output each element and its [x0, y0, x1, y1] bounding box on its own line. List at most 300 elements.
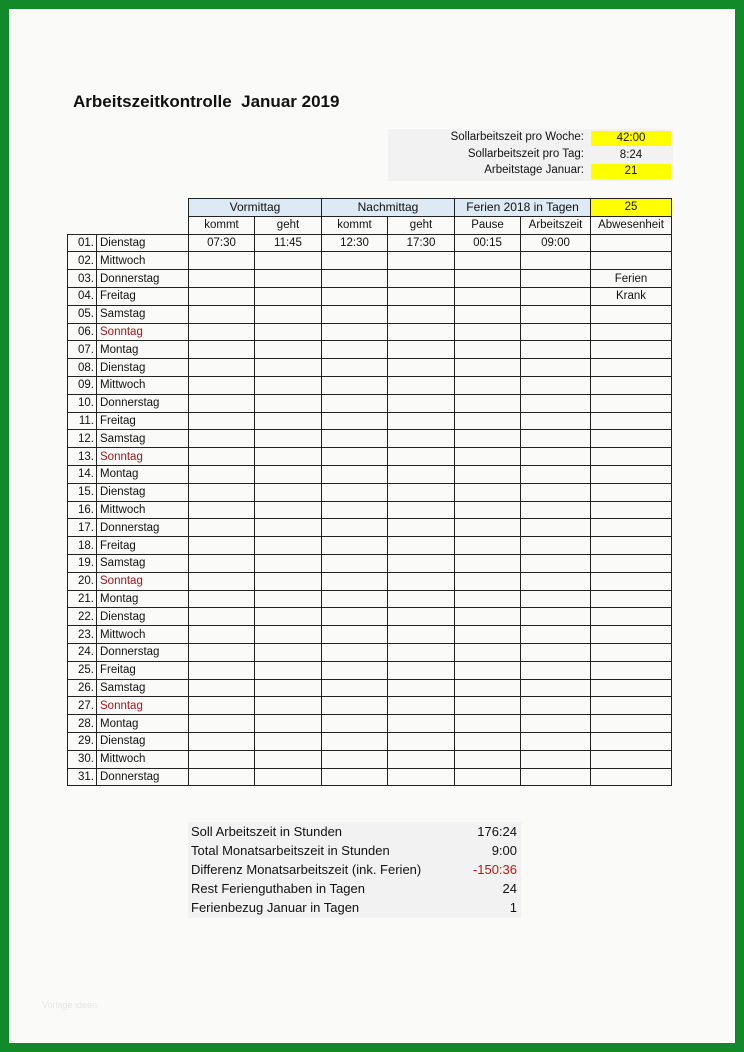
cell-arbeitszeit — [521, 270, 591, 288]
cell-nm-geht[interactable] — [388, 537, 455, 555]
cell-vm-geht[interactable] — [255, 465, 322, 483]
cell-nm-geht[interactable] — [388, 430, 455, 448]
row-day: Dienstag — [97, 732, 189, 750]
table-row — [68, 537, 672, 555]
cell-nm-geht[interactable] — [388, 394, 455, 412]
cell-nm-kommt[interactable] — [322, 715, 388, 733]
sollarbeitszeit-woche-label: Sollarbeitszeit pro Woche: — [450, 131, 584, 143]
cell-vm-kommt[interactable] — [189, 715, 255, 733]
cell-pause[interactable] — [455, 430, 521, 448]
table-row — [68, 252, 672, 270]
summary-value: 24 — [502, 881, 517, 896]
cell-nm-geht[interactable] — [388, 626, 455, 644]
sollarbeitszeit-tag-label: Sollarbeitszeit pro Tag: — [467, 148, 584, 160]
cell-nm-kommt[interactable] — [322, 465, 388, 483]
cell-nm-kommt[interactable] — [322, 661, 388, 679]
row-day: Mittwoch — [97, 252, 189, 270]
cell-abwesenheit[interactable] — [591, 626, 672, 644]
table-row — [68, 270, 672, 288]
cell-arbeitszeit — [521, 341, 591, 359]
cell-vm-geht[interactable] — [255, 626, 322, 644]
cell-vm-kommt[interactable] — [189, 608, 255, 626]
summary-row — [191, 841, 517, 860]
cell-vm-kommt[interactable] — [189, 359, 255, 377]
cell-nm-kommt[interactable] — [322, 412, 388, 430]
cell-vm-geht[interactable] — [255, 359, 322, 377]
cell-nm-kommt[interactable] — [322, 626, 388, 644]
cell-vm-kommt[interactable] — [189, 483, 255, 501]
table-row — [68, 572, 672, 590]
corner-blank — [97, 216, 189, 234]
table-row — [68, 750, 672, 768]
summary-box — [188, 822, 521, 918]
sollarbeitszeit-tag-value: 8:24 — [619, 149, 643, 161]
cell-pause[interactable] — [455, 394, 521, 412]
cell-vm-geht[interactable] — [255, 661, 322, 679]
cell-nm-kommt[interactable] — [322, 448, 388, 466]
row-number: 14. — [68, 465, 97, 483]
cell-vm-kommt[interactable] — [189, 252, 255, 270]
cell-abwesenheit[interactable] — [591, 483, 672, 501]
header-arbeitszeit: Arbeitszeit — [521, 216, 591, 234]
cell-pause[interactable] — [455, 341, 521, 359]
cell-pause[interactable] — [455, 679, 521, 697]
cell-arbeitszeit — [521, 252, 591, 270]
cell-vm-kommt[interactable] — [189, 305, 255, 323]
cell-vm-kommt[interactable] — [189, 626, 255, 644]
cell-pause[interactable] — [455, 697, 521, 715]
cell-nm-kommt[interactable] — [322, 732, 388, 750]
cell-nm-kommt[interactable] — [322, 483, 388, 501]
header-ferien-label: Ferien 2018 in Tagen — [455, 199, 591, 217]
table-row — [68, 554, 672, 572]
cell-pause[interactable] — [455, 715, 521, 733]
cell-nm-kommt[interactable] — [322, 323, 388, 341]
cell-abwesenheit[interactable] — [591, 697, 672, 715]
cell-abwesenheit[interactable] — [591, 750, 672, 768]
cell-nm-geht[interactable] — [388, 732, 455, 750]
cell-abwesenheit[interactable] — [591, 305, 672, 323]
cell-nm-kommt[interactable]: 12:30 — [322, 234, 388, 252]
cell-pause[interactable] — [455, 465, 521, 483]
cell-nm-kommt[interactable] — [322, 643, 388, 661]
cell-vm-geht[interactable]: 11:45 — [255, 234, 322, 252]
cell-abwesenheit[interactable] — [591, 732, 672, 750]
row-number: 29. — [68, 732, 97, 750]
table-row — [68, 501, 672, 519]
page-title: Arbeitszeitkontrolle Januar 2019 — [73, 92, 340, 111]
cell-nm-geht[interactable] — [388, 768, 455, 786]
cell-vm-geht[interactable] — [255, 341, 322, 359]
cell-pause[interactable] — [455, 768, 521, 786]
row-day: Dienstag — [97, 608, 189, 626]
cell-pause[interactable] — [455, 661, 521, 679]
cell-nm-geht[interactable] — [388, 305, 455, 323]
cell-nm-geht[interactable] — [388, 519, 455, 537]
cell-pause[interactable] — [455, 252, 521, 270]
cell-nm-geht[interactable] — [388, 501, 455, 519]
summary-value: -150:36 — [472, 862, 517, 877]
cell-pause[interactable] — [455, 626, 521, 644]
cell-abwesenheit[interactable] — [591, 537, 672, 555]
cell-vm-geht[interactable] — [255, 768, 322, 786]
cell-arbeitszeit — [521, 448, 591, 466]
row-number: 11. — [68, 412, 97, 430]
row-number: 12. — [68, 430, 97, 448]
table-row — [68, 234, 672, 252]
cell-abwesenheit[interactable] — [591, 412, 672, 430]
cell-vm-kommt[interactable] — [189, 732, 255, 750]
cell-nm-geht[interactable] — [388, 679, 455, 697]
table-row — [68, 412, 672, 430]
cell-nm-kommt[interactable] — [322, 768, 388, 786]
cell-abwesenheit[interactable] — [591, 572, 672, 590]
table-row — [68, 430, 672, 448]
table-row — [68, 519, 672, 537]
cell-vm-kommt[interactable] — [189, 448, 255, 466]
cell-nm-geht[interactable] — [388, 412, 455, 430]
row-number: 07. — [68, 341, 97, 359]
cell-arbeitszeit — [521, 359, 591, 377]
cell-arbeitszeit — [521, 483, 591, 501]
table-row — [68, 483, 672, 501]
cell-nm-geht[interactable] — [388, 554, 455, 572]
arbeitstage-value[interactable]: 21 — [591, 164, 671, 179]
cell-vm-kommt[interactable] — [189, 537, 255, 555]
cell-nm-kommt[interactable] — [322, 394, 388, 412]
cell-nm-geht[interactable] — [388, 359, 455, 377]
cell-vm-kommt[interactable] — [189, 590, 255, 608]
cell-vm-kommt[interactable] — [189, 643, 255, 661]
cell-vm-kommt[interactable] — [189, 750, 255, 768]
cell-nm-geht[interactable] — [388, 323, 455, 341]
summary-label: Total Monatsarbeitszeit in Stunden — [191, 843, 390, 858]
cell-pause[interactable] — [455, 359, 521, 377]
row-number: 15. — [68, 483, 97, 501]
cell-vm-kommt[interactable]: 07:30 — [189, 234, 255, 252]
cell-nm-kommt[interactable] — [322, 608, 388, 626]
row-day: Freitag — [97, 287, 189, 305]
cell-pause[interactable] — [455, 572, 521, 590]
cell-nm-geht[interactable] — [388, 270, 455, 288]
table-row — [68, 394, 672, 412]
row-day: Sonntag — [97, 323, 189, 341]
cell-vm-geht[interactable] — [255, 270, 322, 288]
cell-nm-geht[interactable] — [388, 643, 455, 661]
cell-nm-kommt[interactable] — [322, 287, 388, 305]
row-day: Dienstag — [97, 359, 189, 377]
row-day: Dienstag — [97, 483, 189, 501]
cell-vm-kommt[interactable] — [189, 270, 255, 288]
cell-vm-geht[interactable] — [255, 554, 322, 572]
cell-nm-kommt[interactable] — [322, 341, 388, 359]
cell-vm-geht[interactable] — [255, 430, 322, 448]
cell-vm-kommt[interactable] — [189, 376, 255, 394]
cell-vm-geht[interactable] — [255, 572, 322, 590]
cell-pause[interactable] — [455, 554, 521, 572]
cell-abwesenheit[interactable] — [591, 554, 672, 572]
row-day: Montag — [97, 715, 189, 733]
cell-nm-geht[interactable] — [388, 465, 455, 483]
cell-nm-geht[interactable] — [388, 750, 455, 768]
cell-vm-geht[interactable] — [255, 643, 322, 661]
row-day: Mittwoch — [97, 376, 189, 394]
row-day: Mittwoch — [97, 501, 189, 519]
cell-nm-kommt[interactable] — [322, 519, 388, 537]
table-row — [68, 590, 672, 608]
cell-abwesenheit[interactable] — [591, 252, 672, 270]
row-day: Sonntag — [97, 572, 189, 590]
row-day: Dienstag — [97, 234, 189, 252]
cell-vm-kommt[interactable] — [189, 697, 255, 715]
cell-vm-kommt[interactable] — [189, 554, 255, 572]
cell-nm-kommt[interactable] — [322, 750, 388, 768]
cell-vm-kommt[interactable] — [189, 412, 255, 430]
cell-vm-geht[interactable] — [255, 679, 322, 697]
cell-nm-geht[interactable] — [388, 608, 455, 626]
cell-nm-geht[interactable] — [388, 590, 455, 608]
cell-abwesenheit[interactable] — [591, 448, 672, 466]
row-day: Montag — [97, 590, 189, 608]
cell-abwesenheit[interactable] — [591, 394, 672, 412]
cell-pause[interactable] — [455, 376, 521, 394]
cell-vm-kommt[interactable] — [189, 323, 255, 341]
cell-nm-kommt[interactable] — [322, 376, 388, 394]
cell-vm-geht[interactable] — [255, 537, 322, 555]
cell-nm-geht[interactable] — [388, 341, 455, 359]
cell-nm-kommt[interactable] — [322, 572, 388, 590]
row-day: Freitag — [97, 537, 189, 555]
row-number: 30. — [68, 750, 97, 768]
cell-abwesenheit[interactable] — [591, 501, 672, 519]
cell-nm-geht[interactable] — [388, 287, 455, 305]
cell-vm-geht[interactable] — [255, 750, 322, 768]
cell-abwesenheit[interactable]: Ferien — [591, 270, 672, 288]
cell-nm-geht[interactable] — [388, 252, 455, 270]
cell-vm-geht[interactable] — [255, 715, 322, 733]
cell-pause[interactable] — [455, 305, 521, 323]
row-day: Freitag — [97, 412, 189, 430]
cell-nm-kommt[interactable] — [322, 252, 388, 270]
cell-vm-geht[interactable] — [255, 305, 322, 323]
cell-nm-kommt[interactable] — [322, 501, 388, 519]
row-day: Donnerstag — [97, 768, 189, 786]
cell-vm-geht[interactable] — [255, 483, 322, 501]
cell-vm-geht[interactable] — [255, 590, 322, 608]
cell-abwesenheit[interactable] — [591, 359, 672, 377]
row-day: Mittwoch — [97, 626, 189, 644]
table-row — [68, 626, 672, 644]
cell-vm-geht[interactable] — [255, 323, 322, 341]
cell-vm-geht[interactable] — [255, 376, 322, 394]
cell-arbeitszeit — [521, 465, 591, 483]
cell-arbeitszeit — [521, 412, 591, 430]
summary-row — [191, 879, 517, 898]
cell-nm-kommt[interactable] — [322, 697, 388, 715]
cell-abwesenheit[interactable] — [591, 234, 672, 252]
cell-arbeitszeit — [521, 697, 591, 715]
cell-nm-kommt[interactable] — [322, 679, 388, 697]
cell-abwesenheit[interactable] — [591, 465, 672, 483]
cell-vm-kommt[interactable] — [189, 341, 255, 359]
cell-vm-geht[interactable] — [255, 287, 322, 305]
cell-nm-kommt[interactable] — [322, 537, 388, 555]
row-number: 04. — [68, 287, 97, 305]
table-row — [68, 679, 672, 697]
cell-abwesenheit[interactable] — [591, 323, 672, 341]
cell-nm-kommt[interactable] — [322, 554, 388, 572]
row-day: Montag — [97, 465, 189, 483]
cell-vm-kommt[interactable] — [189, 679, 255, 697]
cell-pause[interactable] — [455, 483, 521, 501]
row-day: Donnerstag — [97, 643, 189, 661]
cell-arbeitszeit — [521, 430, 591, 448]
cell-nm-kommt[interactable] — [322, 590, 388, 608]
cell-abwesenheit[interactable] — [591, 376, 672, 394]
cell-abwesenheit[interactable] — [591, 430, 672, 448]
cell-pause[interactable] — [455, 270, 521, 288]
row-day: Samstag — [97, 430, 189, 448]
cell-arbeitszeit — [521, 750, 591, 768]
row-day: Samstag — [97, 679, 189, 697]
header-vm-geht: geht — [255, 216, 322, 234]
cell-arbeitszeit — [521, 323, 591, 341]
cell-vm-geht[interactable] — [255, 519, 322, 537]
cell-arbeitszeit — [521, 661, 591, 679]
cell-nm-geht[interactable] — [388, 697, 455, 715]
cell-vm-kommt[interactable] — [189, 572, 255, 590]
row-day: Freitag — [97, 661, 189, 679]
cell-pause[interactable] — [455, 643, 521, 661]
cell-abwesenheit[interactable] — [591, 608, 672, 626]
cell-pause[interactable] — [455, 732, 521, 750]
corner-blank — [97, 199, 189, 217]
cell-vm-kommt[interactable] — [189, 287, 255, 305]
row-day: Samstag — [97, 554, 189, 572]
cell-vm-kommt[interactable] — [189, 519, 255, 537]
cell-vm-geht[interactable] — [255, 412, 322, 430]
header-nm-geht: geht — [388, 216, 455, 234]
summary-label: Differenz Monatsarbeitszeit (ink. Ferien) — [191, 862, 422, 877]
row-number: 31. — [68, 768, 97, 786]
cell-vm-kommt[interactable] — [189, 430, 255, 448]
cell-vm-kommt[interactable] — [189, 394, 255, 412]
cell-nm-geht[interactable] — [388, 715, 455, 733]
row-number: 18. — [68, 537, 97, 555]
cell-nm-geht[interactable] — [388, 376, 455, 394]
cell-abwesenheit[interactable] — [591, 768, 672, 786]
row-number: 08. — [68, 359, 97, 377]
cell-nm-kommt[interactable] — [322, 305, 388, 323]
cell-abwesenheit[interactable] — [591, 341, 672, 359]
cell-nm-kommt[interactable] — [322, 359, 388, 377]
corner-blank — [68, 216, 97, 234]
cell-nm-kommt[interactable] — [322, 430, 388, 448]
cell-abwesenheit[interactable] — [591, 519, 672, 537]
row-number: 13. — [68, 448, 97, 466]
cell-vm-kommt[interactable] — [189, 661, 255, 679]
cell-abwesenheit[interactable] — [591, 715, 672, 733]
cell-arbeitszeit — [521, 732, 591, 750]
cell-vm-geht[interactable] — [255, 448, 322, 466]
cell-abwesenheit[interactable] — [591, 679, 672, 697]
cell-arbeitszeit — [521, 287, 591, 305]
row-day: Montag — [97, 341, 189, 359]
cell-abwesenheit[interactable] — [591, 661, 672, 679]
cell-abwesenheit[interactable] — [591, 643, 672, 661]
table-row — [68, 661, 672, 679]
row-number: 01. — [68, 234, 97, 252]
cell-abwesenheit[interactable]: Krank — [591, 287, 672, 305]
row-number: 23. — [68, 626, 97, 644]
row-day: Donnerstag — [97, 270, 189, 288]
cell-nm-kommt[interactable] — [322, 270, 388, 288]
row-number: 03. — [68, 270, 97, 288]
cell-arbeitszeit — [521, 626, 591, 644]
cell-nm-geht[interactable] — [388, 483, 455, 501]
cell-pause[interactable]: 00:15 — [455, 234, 521, 252]
row-number: 21. — [68, 590, 97, 608]
cell-abwesenheit[interactable] — [591, 590, 672, 608]
cell-vm-geht[interactable] — [255, 732, 322, 750]
table-row — [68, 376, 672, 394]
cell-vm-geht[interactable] — [255, 501, 322, 519]
cell-vm-geht[interactable] — [255, 394, 322, 412]
cell-pause[interactable] — [455, 501, 521, 519]
sollarbeitszeit-woche-value[interactable]: 42:00 — [591, 131, 671, 146]
cell-pause[interactable] — [455, 537, 521, 555]
cell-pause[interactable] — [455, 608, 521, 626]
cell-vm-geht[interactable] — [255, 697, 322, 715]
row-number: 22. — [68, 608, 97, 626]
cell-pause[interactable] — [455, 590, 521, 608]
cell-pause[interactable] — [455, 519, 521, 537]
row-number: 27. — [68, 697, 97, 715]
row-day: Donnerstag — [97, 394, 189, 412]
cell-vm-geht[interactable] — [255, 608, 322, 626]
table-row — [68, 287, 672, 305]
cell-nm-geht[interactable] — [388, 661, 455, 679]
ferien-value[interactable]: 25 — [591, 199, 672, 217]
row-number: 24. — [68, 643, 97, 661]
cell-nm-geht[interactable] — [388, 572, 455, 590]
cell-vm-kommt[interactable] — [189, 501, 255, 519]
corner-blank — [68, 199, 97, 217]
watermark: Vorlage ideen — [42, 1000, 98, 1010]
row-number: 09. — [68, 376, 97, 394]
cell-pause[interactable] — [455, 287, 521, 305]
row-number: 28. — [68, 715, 97, 733]
cell-arbeitszeit — [521, 501, 591, 519]
cell-vm-geht[interactable] — [255, 252, 322, 270]
table-row — [68, 608, 672, 626]
cell-arbeitszeit — [521, 554, 591, 572]
cell-vm-kommt[interactable] — [189, 768, 255, 786]
cell-pause[interactable] — [455, 323, 521, 341]
header-abwesenheit: Abwesenheit — [591, 216, 672, 234]
cell-pause[interactable] — [455, 750, 521, 768]
cell-nm-geht[interactable] — [388, 448, 455, 466]
arbeitstage-label: Arbeitstage Januar: — [484, 164, 584, 176]
cell-arbeitszeit — [521, 394, 591, 412]
cell-vm-kommt[interactable] — [189, 465, 255, 483]
cell-nm-geht[interactable]: 17:30 — [388, 234, 455, 252]
summary-label: Ferienbezug Januar in Tagen — [191, 900, 360, 915]
cell-pause[interactable] — [455, 412, 521, 430]
table-row — [68, 768, 672, 786]
row-number: 19. — [68, 554, 97, 572]
cell-pause[interactable] — [455, 448, 521, 466]
